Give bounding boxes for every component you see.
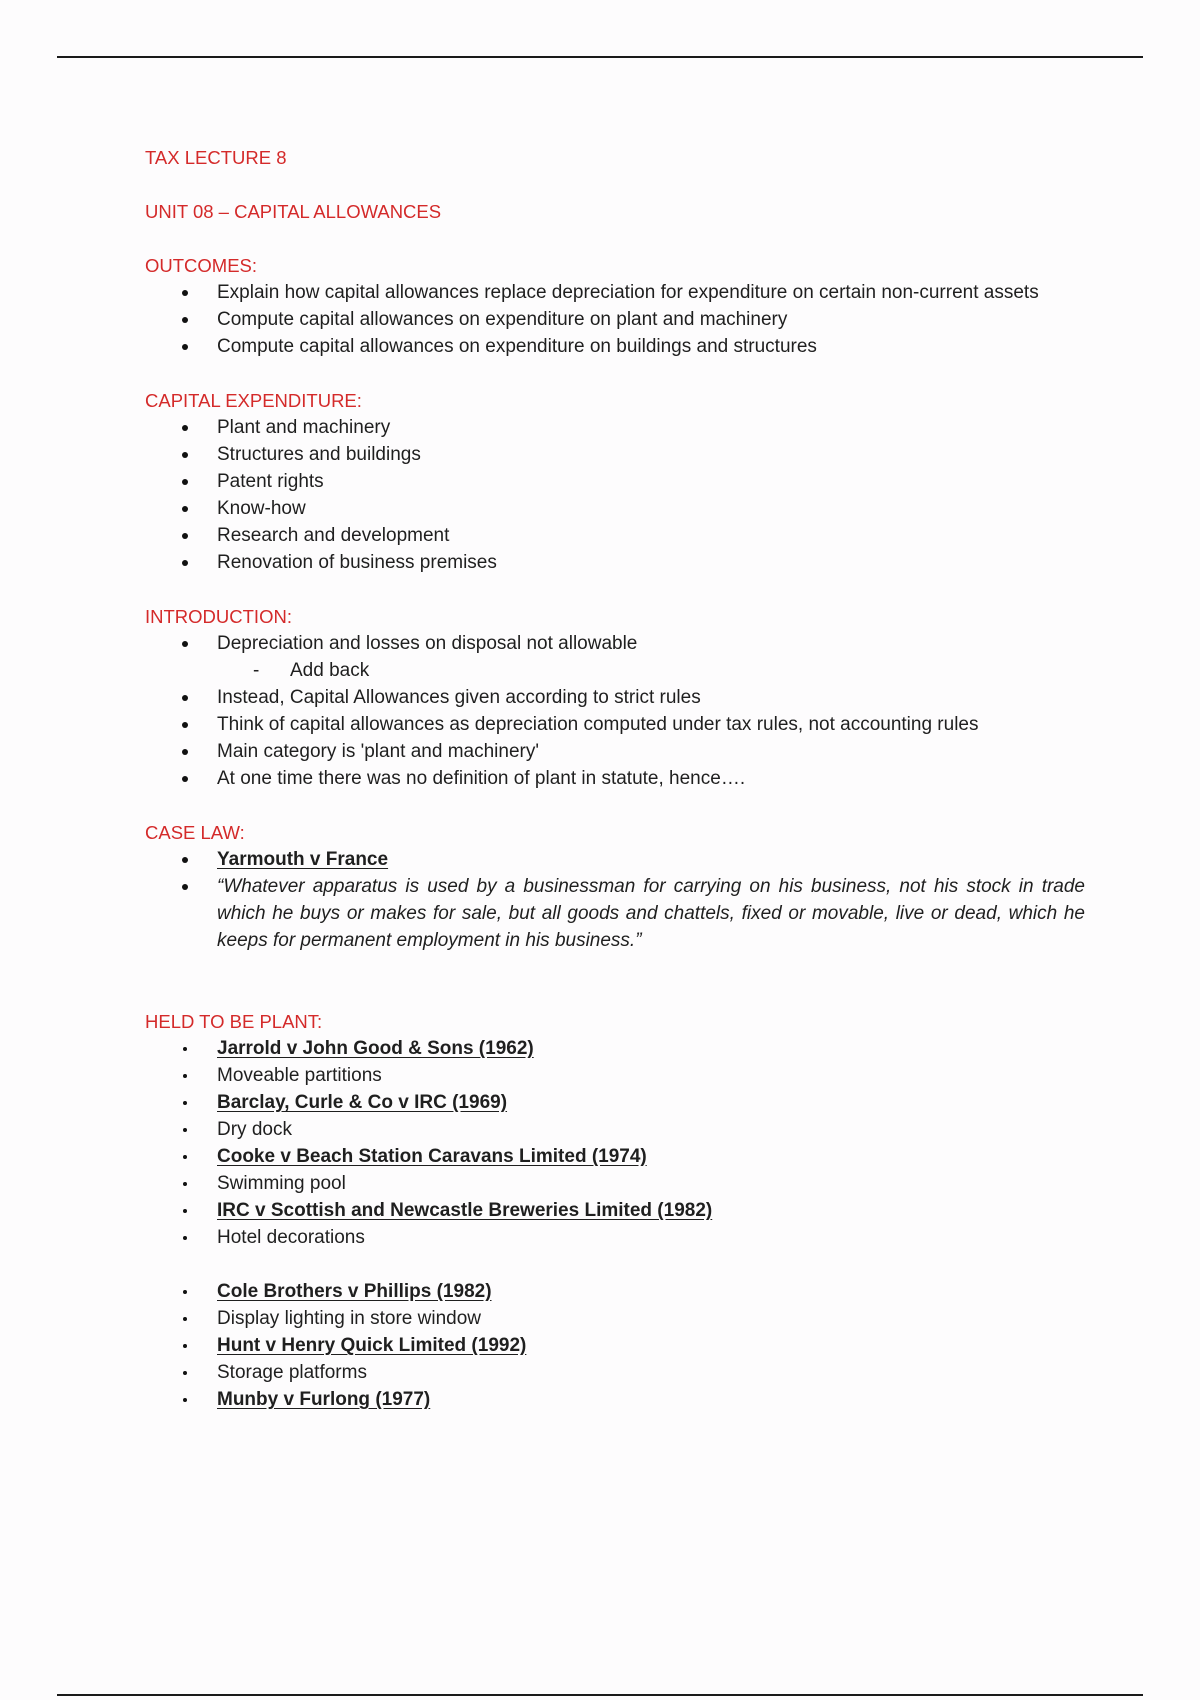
case-name: Cooke v Beach Station Caravans Limited (1974) bbox=[217, 1146, 647, 1167]
lecture-title: TAX LECTURE 8 bbox=[145, 147, 287, 168]
introduction-list-continued bbox=[145, 684, 1085, 792]
case-name: Jarrold v John Good & Sons (1962) bbox=[217, 1038, 534, 1059]
document-body bbox=[145, 144, 1085, 1413]
list-item: Compute capital allowances on expenditure on plant and machinery bbox=[145, 306, 1085, 333]
list-item: Renovation of business premises bbox=[145, 549, 1085, 576]
list-item: Moveable partitions bbox=[145, 1062, 1085, 1089]
list-item bbox=[145, 846, 1085, 873]
list-item bbox=[145, 1143, 1085, 1170]
list-item: Explain how capital allowances replace depreciation for expenditure on certain non-current assets bbox=[145, 279, 1085, 306]
list-item bbox=[145, 1332, 1085, 1359]
list-item: Hotel decorations bbox=[145, 1224, 1085, 1251]
case-name: Hunt v Henry Quick Limited (1992) bbox=[217, 1335, 527, 1356]
list-item: Compute capital allowances on expenditure on buildings and structures bbox=[145, 333, 1085, 360]
unit-title: UNIT 08 – CAPITAL ALLOWANCES bbox=[145, 201, 442, 222]
capital-expenditure-list bbox=[145, 414, 1085, 576]
case-name: Yarmouth v France bbox=[217, 849, 389, 870]
list-item: Know-how bbox=[145, 495, 1085, 522]
case-law-heading: CASE LAW: bbox=[145, 822, 245, 843]
outcomes-heading: OUTCOMES: bbox=[145, 255, 258, 276]
list-item: Instead, Capital Allowances given according to strict rules bbox=[145, 684, 1085, 711]
header-rule bbox=[57, 56, 1143, 58]
introduction-heading: INTRODUCTION: bbox=[145, 606, 292, 627]
list-item: Main category is 'plant and machinery' bbox=[145, 738, 1085, 765]
list-item: Dry dock bbox=[145, 1116, 1085, 1143]
capital-expenditure-heading: CAPITAL EXPENDITURE: bbox=[145, 390, 362, 411]
list-item: Research and development bbox=[145, 522, 1085, 549]
list-item: Storage platforms bbox=[145, 1359, 1085, 1386]
sub-list-item: - Add back bbox=[145, 657, 1085, 684]
outcomes-list bbox=[145, 279, 1085, 360]
introduction-list bbox=[145, 630, 1085, 657]
held-plant-list-continued bbox=[145, 1278, 1085, 1413]
list-item bbox=[145, 1386, 1085, 1413]
case-name: Barclay, Curle & Co v IRC (1969) bbox=[217, 1092, 508, 1113]
list-item: Depreciation and losses on disposal not allowable bbox=[145, 630, 1085, 657]
list-item: At one time there was no definition of plant in statute, hence…. bbox=[145, 765, 1085, 792]
list-item bbox=[145, 1089, 1085, 1116]
case-name: Cole Brothers v Phillips (1982) bbox=[217, 1281, 492, 1302]
list-item bbox=[145, 1197, 1085, 1224]
case-name: IRC v Scottish and Newcastle Breweries Limited (1982) bbox=[217, 1200, 713, 1221]
list-item: Structures and buildings bbox=[145, 441, 1085, 468]
held-plant-heading: HELD TO BE PLANT: bbox=[145, 1011, 323, 1032]
list-item: Display lighting in store window bbox=[145, 1305, 1085, 1332]
list-item: Patent rights bbox=[145, 468, 1085, 495]
list-item: Think of capital allowances as depreciation computed under tax rules, not accounting rules bbox=[145, 711, 1085, 738]
list-item: Swimming pool bbox=[145, 1170, 1085, 1197]
list-item: Plant and machinery bbox=[145, 414, 1085, 441]
list-item bbox=[145, 1035, 1085, 1062]
case-name: Munby v Furlong (1977) bbox=[217, 1389, 431, 1410]
case-quote: “Whatever apparatus is used by a businessman for carrying on his business, not his stock in trade which he buys or makes for sale, but all goods and chattels, fixed or movable, live or dead, which he keeps for permanent employment in his business.” bbox=[145, 873, 1085, 954]
case-law-list bbox=[145, 846, 1085, 954]
footer-rule bbox=[57, 1694, 1143, 1696]
list-item bbox=[145, 1278, 1085, 1305]
held-plant-list bbox=[145, 1035, 1085, 1251]
